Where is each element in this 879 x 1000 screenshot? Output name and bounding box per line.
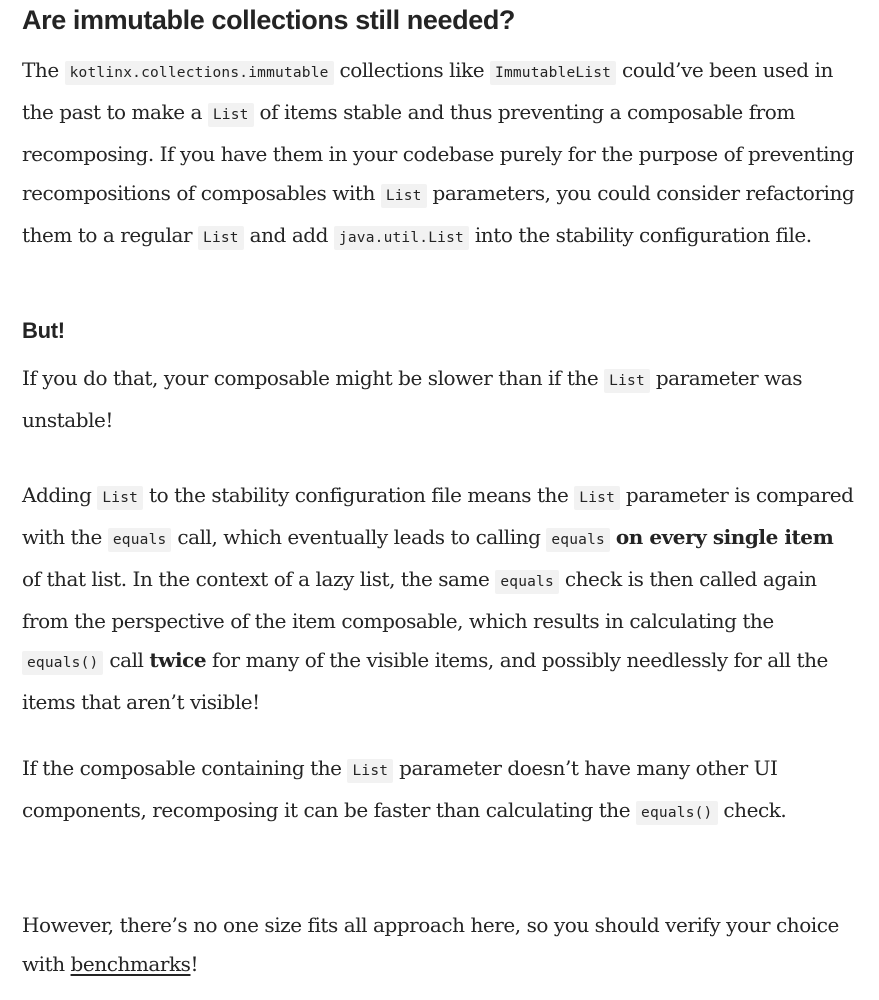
text: call — [103, 648, 150, 672]
inline-code: equals — [108, 528, 172, 552]
benchmarks-link[interactable]: benchmarks — [70, 952, 191, 976]
text: parameter doesn’t have many other UI components, recomposing it can be faster than calculating the — [22, 756, 778, 822]
text: parameter is compared with the — [22, 483, 854, 549]
text: check. — [717, 798, 787, 822]
text: If you do that, your composable might be slower than if the — [22, 366, 605, 390]
text: to the stability configuration file means the — [143, 483, 575, 507]
text: Adding — [22, 483, 98, 507]
inline-code: List — [574, 486, 620, 510]
paragraph-immutable-collections — [22, 51, 857, 258]
text: If the composable containing the — [22, 756, 348, 780]
text: could’ve been used in the past to make a — [22, 58, 833, 124]
text: ! — [190, 952, 199, 976]
text: call, which eventually leads to calling — [171, 525, 547, 549]
paragraph-benchmarks — [22, 906, 857, 984]
inline-code: List — [97, 486, 143, 510]
text: parameter was unstable! — [22, 366, 803, 432]
inline-code: List — [381, 184, 427, 208]
paragraph-recompose-faster — [22, 749, 857, 833]
text: of items stable and thus preventing a composable from recomposing. If you have them in your codebase purely for the purpose of preventing recompositions of composables with — [22, 100, 854, 205]
inline-code: equals — [546, 528, 610, 552]
inline-code: equals() — [636, 801, 717, 825]
inline-code: java.util.List — [334, 226, 469, 250]
text: However, there’s no one size fits all approach here, so you should verify your choice with — [22, 913, 839, 976]
paragraph-slower-warning — [22, 359, 857, 440]
text: into the stability configuration file. — [468, 223, 812, 247]
text: of that list. In the context of a lazy list, the same — [22, 567, 496, 591]
section-heading: Are immutable collections still needed? — [22, 5, 516, 35]
subheading-but: But! — [22, 318, 65, 343]
inline-code: List — [604, 369, 650, 393]
text: check is then called again from the perspective of the item composable, which results in calculating the — [22, 567, 817, 633]
paragraph-equals-explanation — [22, 476, 857, 722]
inline-code: List — [208, 103, 254, 127]
inline-code: equals — [495, 570, 559, 594]
inline-code: equals() — [22, 651, 103, 675]
text: collections like — [333, 58, 491, 82]
text: The — [22, 58, 65, 82]
inline-code: ImmutableList — [490, 61, 616, 85]
text: parameters, you could consider refactoring them to a regular — [22, 181, 855, 247]
bold-text: twice — [149, 648, 207, 672]
inline-code: List — [198, 226, 244, 250]
text: and add — [243, 223, 334, 247]
inline-code: List — [347, 759, 393, 783]
inline-code: kotlinx.collections.immutable — [65, 61, 334, 85]
text: for many of the visible items, and possibly needlessly for all the items that aren’t visible! — [22, 648, 828, 714]
bold-text: on every single item — [615, 525, 834, 549]
